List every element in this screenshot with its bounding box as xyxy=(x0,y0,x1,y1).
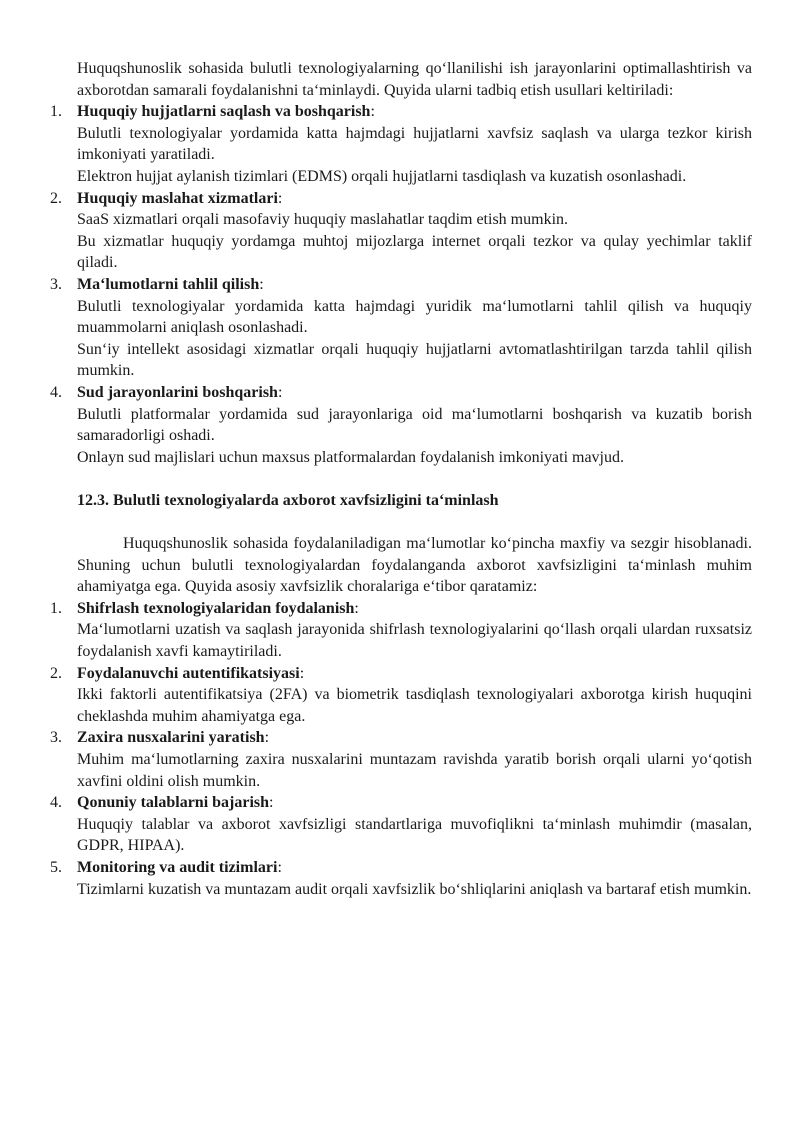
list-item-text: Ma‘lumotlarni uzatish va saqlash jarayonida shifrlash texnologiyalarini qo‘llash orqali ulardan ruxsatsiz foydalanish xavfi kamaytiriladi. xyxy=(77,621,752,661)
list-item: 1. Huquqiy hujjatlarni saqlash va boshqarish: Bulutli texnologiyalar yordamida katta hajmdagi hujjatlarni xavfsiz saqlash va ularga tezkor kirish imkoniyati yaratiladi. Elektron hujjat aylanish tizimlari (EDMS) orqali hujjatlarni tasdiqlash va kuzatish osonlashadi. xyxy=(77,101,752,187)
list-item-text: Sun‘iy intellekt asosidagi xizmatlar orqali huquqiy hujjatlarni avtomatlashtirilgan tarzda tahlil qilish mumkin. xyxy=(77,340,752,380)
list-item-title: Qonuniy talablarni bajarish xyxy=(77,794,270,812)
list-number: 1. xyxy=(50,599,62,617)
list-item-text: Bulutli texnologiyalar yordamida katta hajmdagi hujjatlarni xavfsiz saqlash va ularga tezkor kirish imkoniyati yaratiladi. xyxy=(77,124,752,164)
document-page xyxy=(50,58,752,900)
list-item: 2. Foydalanuvchi autentifikatsiyasi: Ikki faktorli autentifikatsiya (2FA) va biometrik tasdiqlash texnologiyalari axborotga kirish huquqini cheklashda muhim ahamiyatga ega. xyxy=(77,663,752,728)
list-item-text: Bulutli platformalar yordamida sud jarayonlariga oid ma‘lumotlarni boshqarish va kuzatib borish samaradorligi oshadi. xyxy=(77,405,752,445)
list-item-text: Muhim ma‘lumotlarning zaxira nusxalarini muntazam ravishda yaratib borish orqali ularni yo‘qotish xavfini oldini olish mumkin. xyxy=(77,751,752,790)
list-item-text: Bu xizmatlar huquqiy yordamga muhtoj mijozlarga internet orqali tezkor va qulay yechimlar taklif qiladi. xyxy=(77,232,752,272)
security-list xyxy=(50,598,752,900)
usage-list xyxy=(50,101,752,468)
list-item: 3. Zaxira nusxalarini yaratish: Muhim ma‘lumotlarning zaxira nusxalarini muntazam ravishda yaratib borish orqali ularni yo‘qotish xavfini oldini olish mumkin. xyxy=(77,727,752,792)
list-number: 3. xyxy=(50,729,62,747)
list-number: 4. xyxy=(50,794,62,812)
list-item: 5. Monitoring va audit tizimlari: Tizimlarni kuzatish va muntazam audit orqali xavfsizlik bo‘shliqlarini aniqlash va bartaraf etish mumkin. xyxy=(77,857,752,900)
list-number: 3. xyxy=(50,275,62,293)
list-item-text: Elektron hujjat aylanish tizimlari (EDMS) orqali hujjatlarni tasdiqlash va kuzatish osonlashadi. xyxy=(77,167,687,185)
list-item-title: Zaxira nusxalarini yaratish xyxy=(77,729,265,747)
list-item-text: Ikki faktorli autentifikatsiya (2FA) va biometrik tasdiqlash texnologiyalari axborotga kirish huquqini cheklashda muhim ahamiyatga ega. xyxy=(77,686,752,725)
list-item-title: Sud jarayonlarini boshqarish xyxy=(77,383,278,401)
list-number: 5. xyxy=(50,858,62,876)
list-item-title: Huquqiy hujjatlarni saqlash va boshqarish xyxy=(77,103,371,121)
list-item-title: Shifrlash texnologiyalaridan foydalanish xyxy=(77,599,355,617)
intro-paragraph: Huquqshunoslik sohasida bulutli texnologiyalarning qo‘llanilishi ish jarayonlarini optimallashtirish va axborotdan samarali foydalanishni ta‘minlaydi. Quyida ularni tadbiq etish usullari keltiriladi: xyxy=(77,60,752,99)
list-item-text: Huquqiy talablar va axborot xavfsizligi standartlariga muvofiqlikni ta‘minlash muhimdir (masalan, GDPR, HIPAA). xyxy=(77,815,752,855)
section-heading: 12.3. Bulutli texnologiyalarda axborot xavfsizligini ta‘minlash xyxy=(77,491,499,509)
list-item-text: Onlayn sud majlislari uchun maxsus platformalardan foydalanish imkoniyati mavjud. xyxy=(77,448,624,466)
list-item-title: Monitoring va audit tizimlari xyxy=(77,858,278,876)
list-item: 3. Ma‘lumotlarni tahlil qilish: Bulutli texnologiyalar yordamida katta hajmdagi yuridik ma‘lumotlarni tahlil qilish va huquqiy muammolarni aniqlash osonlashadi. Sun‘iy intellekt asosidagi xizmatlar orqali huquqiy hujjatlarni avtomatlashtirilgan tarzda tahlil qilish mumkin. xyxy=(77,274,752,382)
list-number: 2. xyxy=(50,664,62,682)
list-item-title: Huquqiy maslahat xizmatlari xyxy=(77,189,278,207)
list-item-text: Bulutli texnologiyalar yordamida katta hajmdagi yuridik ma‘lumotlarni tahlil qilish va huquqiy muammolarni aniqlash osonlashadi. xyxy=(77,297,752,337)
list-item-text: SaaS xizmatlari orqali masofaviy huquqiy maslahatlar taqdim etish mumkin. xyxy=(77,211,569,229)
section-paragraph: Huquqshunoslik sohasida foydalaniladigan ma‘lumotlar ko‘pincha maxfiy va sezgir hisoblanadi. Shuning uchun bulutli texnologiyalardan foydalanganda axborot xavfsizligini ta‘minlash muhim ahamiyatga ega. Quyida asosiy xavfsizlik choralariga e‘tibor qaratamiz: xyxy=(77,535,752,596)
list-item: 4. Qonuniy talablarni bajarish: Huquqiy talablar va axborot xavfsizligi standartlariga muvofiqlikni ta‘minlash muhimdir (masalan, GDPR, HIPAA). xyxy=(77,792,752,857)
list-item: 4. Sud jarayonlarini boshqarish: Bulutli platformalar yordamida sud jarayonlariga oid ma‘lumotlarni boshqarish va kuzatib borish samaradorligi oshadi. Onlayn sud majlislari uchun maxsus platformalardan foydalanish imkoniyati mavjud. xyxy=(77,382,752,468)
list-item-text: Tizimlarni kuzatish va muntazam audit orqali xavfsizlik bo‘shliqlarini aniqlash va bartaraf etish mumkin. xyxy=(77,880,752,898)
list-item: 2. Huquqiy maslahat xizmatlari: SaaS xizmatlari orqali masofaviy huquqiy maslahatlar taqdim etish mumkin. Bu xizmatlar huquqiy yordamga muhtoj mijozlarga internet orqali tezkor va qulay yechimlar taklif qiladi. xyxy=(77,188,752,274)
list-number: 1. xyxy=(50,103,62,121)
list-item-title: Foydalanuvchi autentifikatsiyasi xyxy=(77,664,300,682)
list-item-title: Ma‘lumotlarni tahlil qilish xyxy=(77,275,260,293)
list-number: 4. xyxy=(50,383,62,401)
list-number: 2. xyxy=(50,189,62,207)
list-item: 1. Shifrlash texnologiyalaridan foydalanish: Ma‘lumotlarni uzatish va saqlash jarayonida shifrlash texnologiyalarini qo‘llash orqali ulardan ruxsatsiz foydalanish xavfi kamaytiriladi. xyxy=(77,598,752,663)
